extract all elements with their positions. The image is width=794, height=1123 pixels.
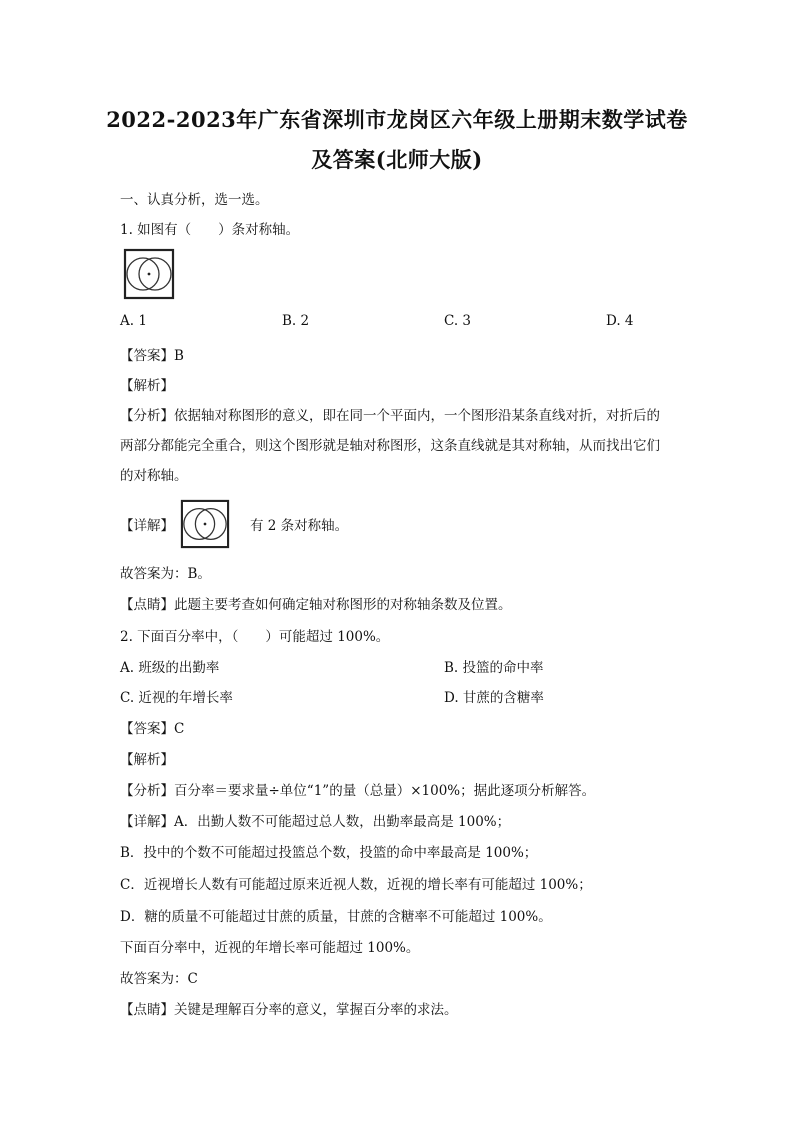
q1-answer: 【答案】B — [120, 348, 184, 364]
q1-detail-text: 有 2 条对称轴。 — [250, 518, 349, 534]
document-title-line-2: 及答案(北师大版) — [311, 147, 483, 172]
q2-analysis: 【分析】百分率＝要求量÷单位“1”的量（总量）×100%；据此逐项分析解答。 — [120, 783, 596, 799]
q1-analysis-line-3: 的对称轴。 — [120, 468, 188, 484]
q2-comment: 【点睛】关键是理解百分率的意义，掌握百分率的求法。 — [120, 1002, 458, 1018]
q2-detail-line-3: C．近视增长人数有可能超过原来近视人数，近视的增长率有可能超过 100%； — [120, 877, 592, 893]
q2-detail-line-1: 【详解】A．出勤人数不可能超过总人数，出勤率最高是 100%； — [120, 814, 511, 830]
q1-analysis-line-2: 两部分都能完全重合，则这个图形就是轴对称图形，这条直线就是其对称轴，从而找出它们 — [120, 438, 660, 454]
q2-option-d: D. 甘蔗的含糖率 — [444, 690, 544, 706]
q2-option-b: B. 投篮的命中率 — [444, 660, 544, 676]
q1-option-c: C. 3 — [444, 313, 472, 329]
section-heading: 一、认真分析，选一选。 — [120, 192, 269, 208]
q2-answer: 【答案】C — [120, 721, 185, 737]
q1-analysis-line-1: 【分析】依据轴对称图形的意义，即在同一个平面内，一个图形沿某条直线对折，对折后的 — [120, 408, 660, 424]
q2-option-c: C. 近视的年增长率 — [120, 690, 233, 706]
q2-stem: 2. 下面百分率中，（ ）可能超过 100%。 — [120, 629, 390, 645]
document-title-line-1: 2022-2023年广东省深圳市龙岗区六年级上册期末数学试卷 — [106, 107, 688, 132]
q2-option-a: A. 班级的出勤率 — [120, 660, 220, 676]
q1-option-d: D. 4 — [606, 313, 634, 329]
q1-option-b: B. 2 — [282, 313, 310, 329]
q1-conclusion: 故答案为：B。 — [120, 566, 211, 582]
q2-detail-line-5: 下面百分率中，近视的年增长率可能超过 100%。 — [120, 940, 420, 956]
q1-detail-label: 【详解】 — [120, 518, 174, 534]
q1-comment: 【点睛】此题主要考查如何确定轴对称图形的对称轴条数及位置。 — [120, 597, 512, 613]
q1-analysis-label: 【解析】 — [120, 378, 174, 394]
q1-figure-two-circles-in-square — [123, 248, 175, 300]
q1-stem: 1. 如图有（ ）条对称轴。 — [120, 222, 300, 238]
q2-detail-line-2: B．投中的个数不可能超过投篮总个数，投篮的命中率最高是 100%； — [120, 845, 538, 861]
q2-analysis-label: 【解析】 — [120, 752, 174, 768]
q2-conclusion: 故答案为：C — [120, 971, 198, 987]
q2-detail-line-4: D．糖的质量不可能超过甘蔗的质量，甘蔗的含糖率不可能超过 100%。 — [120, 909, 552, 925]
q1-detail-figure-two-circles-in-square — [180, 499, 230, 549]
q1-option-a: A. 1 — [120, 313, 147, 329]
